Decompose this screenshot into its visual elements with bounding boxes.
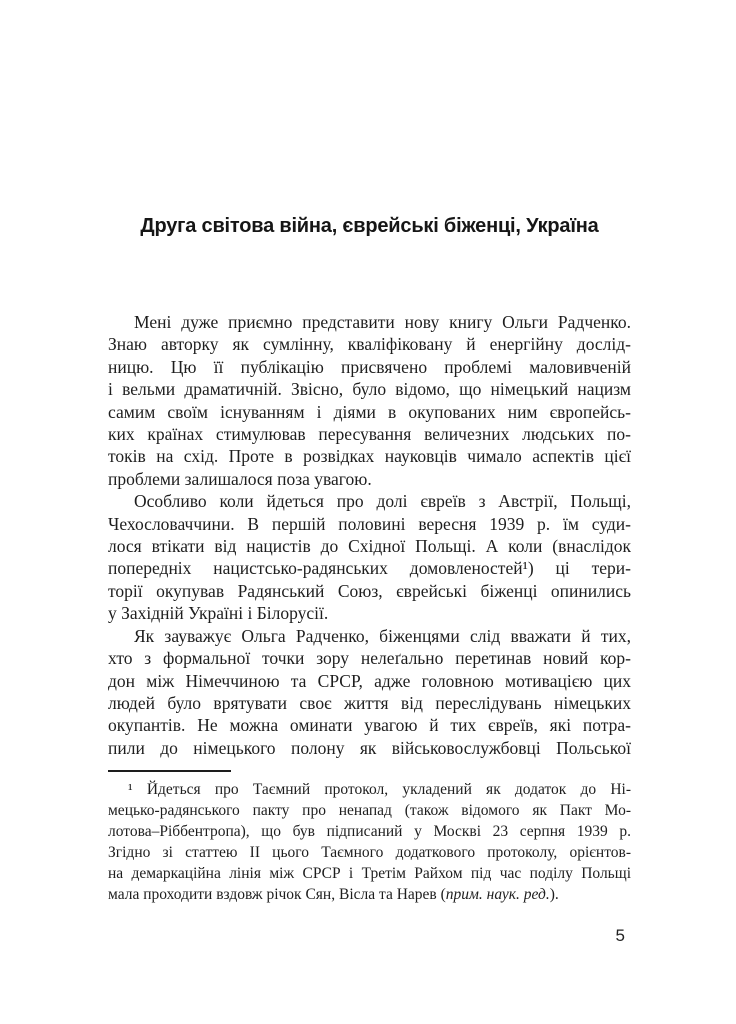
page-number: 5	[615, 926, 625, 945]
text-line: Згідно зі статтею II цього Таємного додаткового протоколу, орієнтов-	[108, 844, 631, 861]
text-line: дон між Німеччиною та СРСР, адже головною мотивацією цих	[108, 670, 631, 691]
text-line: ких країнах стимулював пересування величезних людських по-	[108, 424, 631, 445]
text-line: і вельми драматичній. Звісно, було відомо, що німецький нацизм	[108, 379, 631, 400]
paragraph	[108, 625, 631, 759]
text-line: Як зауважує Ольга Радченко, біженцями слід вважати й тих,	[134, 625, 631, 646]
text-line: Чехословаччини. В першій половині вересня 1939 р. їм суди-	[108, 513, 631, 534]
text-line: мала проходити вздовж річок Сян, Вісла та Нарев (прим. наук. ред.).	[108, 886, 559, 903]
text-line: хто з формальної точки зору нелеґально перетинав новий кор-	[108, 648, 631, 669]
text-line: Знаю авторку як сумлінну, кваліфіковану й енергійну дослід-	[108, 334, 631, 355]
text-line: людей було врятувати своє життя від переслідувань німецьких	[108, 692, 631, 713]
text-line: пили до німецького полону як військовослужбовці Польської	[108, 737, 631, 758]
text-line: самим своїм існуванням і діями в окупованих ним європейсь-	[108, 401, 631, 422]
footnote-text	[108, 779, 631, 905]
text-line: Особливо коли йдеться про долі євреїв з Австрії, Польщі,	[134, 491, 631, 512]
text-line: ¹ Йдеться про Таємний протокол, укладений як додаток до Ні-	[128, 781, 631, 798]
text-line: попередніх нацистсько-радянських домовленостей¹) ці тери-	[108, 558, 631, 579]
text-line: ницю. Цю її публікацію присвячено проблемі маловивченій	[108, 356, 631, 377]
footnote-divider	[108, 770, 231, 772]
text-line: мецько-радянського пакту про ненапад (також відомого як Пакт Мо-	[108, 802, 631, 819]
paragraph	[108, 490, 631, 624]
text-line: проблеми залишалося поза увагою.	[108, 468, 372, 489]
text-line: лотова–Ріббентропа), що був підписаний у Москві 23 серпня 1939 р.	[108, 823, 631, 840]
body-text	[108, 311, 631, 759]
chapter-title: Друга світова війна, єврейські біженці, Україна	[140, 215, 599, 237]
paragraph	[108, 311, 631, 490]
editor-note-italic: прим. наук. ред.	[445, 886, 550, 903]
text-line: у Західній Україні і Білорусії.	[108, 603, 329, 624]
text-line: Мені дуже приємно представити нову книгу Ольги Радченко.	[134, 312, 631, 332]
text-line: окупантів. Не можна оминати увагою й тих євреїв, які потра-	[108, 715, 631, 736]
text-line: торії окупував Радянський Союз, єврейські біженці опинились	[108, 580, 631, 601]
text-line: лося втікати від нацистів до Східної Польщі. А коли (внаслідок	[108, 536, 631, 557]
text-line: на демаркаційна лінія між СРСР і Третім Райхом під час поділу Польщі	[108, 865, 631, 882]
text-line: токів на схід. Проте в розвідках науковців чимало аспектів цієї	[108, 446, 631, 467]
